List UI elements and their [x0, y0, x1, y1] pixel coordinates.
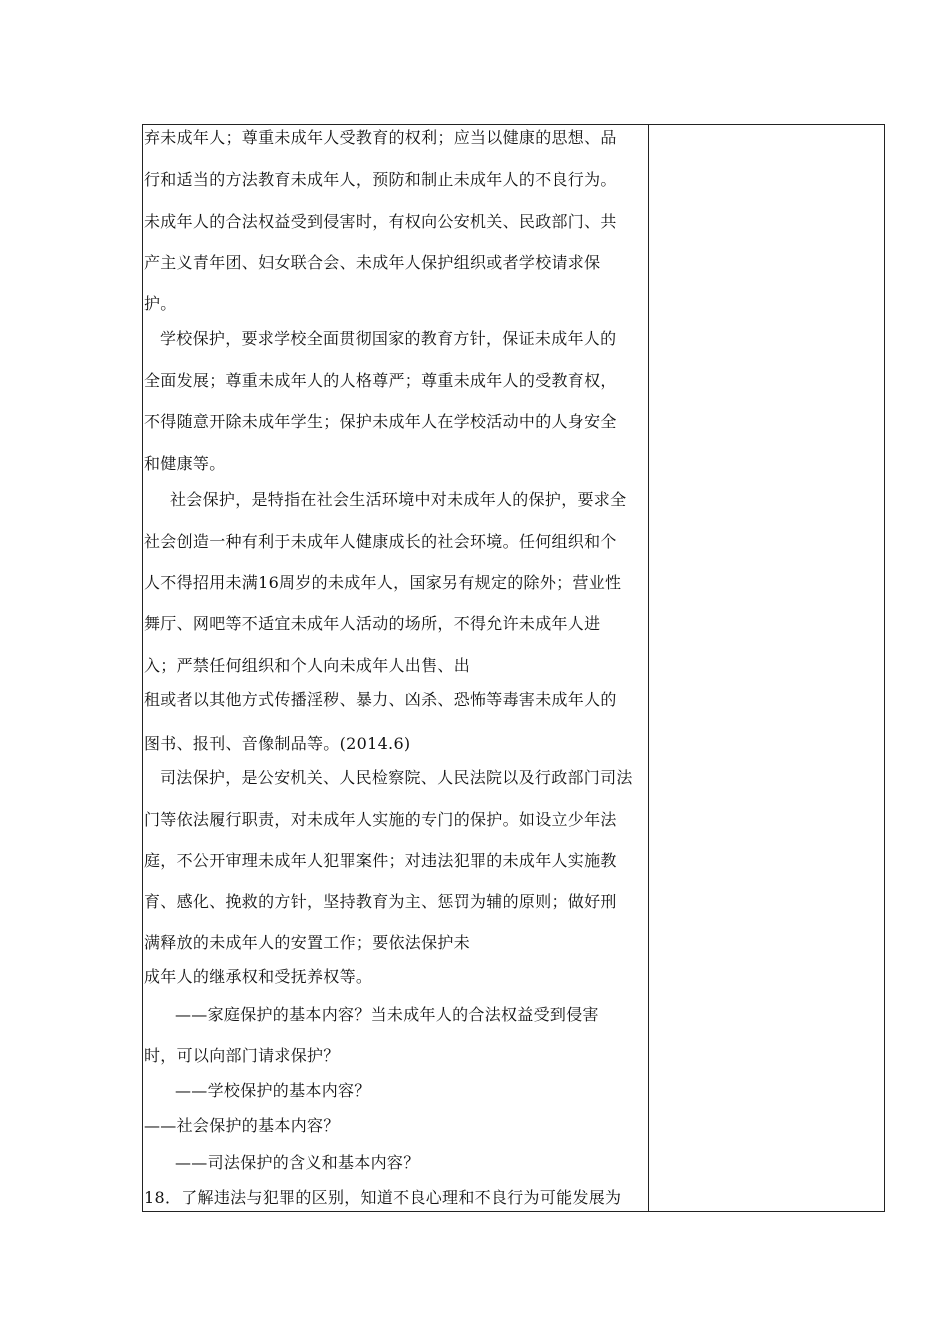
question-line: ——司法保护的含义和基本内容？ — [175, 1153, 420, 1172]
text-line: 全面发展；尊重未成年人的人格尊严；尊重未成年人的受教育权， — [144, 371, 617, 390]
question-line: ——学校保护的基本内容？ — [175, 1081, 371, 1100]
column-divider — [648, 125, 649, 1211]
text-line: 舞厅、网吧等不适宜未成年人活动的场所，不得允许未成年人进 — [144, 614, 601, 633]
text-line: 社会创造一种有利于未成年人健康成长的社会环境。任何组织和个 — [144, 532, 617, 551]
text-line: 弃未成年人；尊重未成年人受教育的权利；应当以健康的思想、品 — [144, 128, 617, 147]
text-line: 成年人的继承权和受抚养权等。 — [144, 967, 373, 986]
text-line: 产主义青年团、妇女联合会、未成年人保护组织或者学校请求保 — [144, 253, 601, 272]
text-line: 未成年人的合法权益受到侵害时，有权向公安机关、民政部门、共 — [144, 212, 617, 231]
question-line: ——社会保护的基本内容？ — [144, 1116, 340, 1135]
text-line: 人不得招用未满16周岁的未成年人，国家另有规定的除外；营业性 — [144, 573, 622, 592]
text-line: 护。 — [144, 294, 177, 313]
text-line: 租或者以其他方式传播淫秽、暴力、凶杀、恐怖等毒害未成年人的 — [144, 690, 617, 709]
text-line: 社会保护，是特指在社会生活环境中对未成年人的保护，要求全 — [170, 490, 627, 509]
question-line: 时，可以向部门请求保护？ — [144, 1046, 340, 1065]
text-line: 入；严禁任何组织和个人向未成年人出售、出 — [144, 656, 471, 675]
question-line: ——家庭保护的基本内容？当未成年人的合法权益受到侵害 — [175, 1005, 599, 1024]
text-line: 行和适当的方法教育未成年人，预防和制止未成年人的不良行为。 — [144, 170, 617, 189]
text-line: 学校保护，要求学校全面贯彻国家的教育方针，保证未成年人的 — [160, 329, 617, 348]
text-line: 育、感化、挽救的方针，坚持教育为主、惩罚为辅的原则；做好刑 — [144, 892, 617, 911]
text-line: 图书、报刊、音像制品等。(2014.6) — [144, 734, 411, 753]
text-line: 庭，不公开审理未成年人犯罪案件；对违法犯罪的未成年人实施教 — [144, 851, 617, 870]
text-line: 和健康等。 — [144, 454, 226, 473]
text-line: 18．了解违法与犯罪的区别，知道不良心理和不良行为可能发展为 — [144, 1188, 622, 1207]
text-line: 门等依法履行职责，对未成年人实施的专门的保护。如设立少年法 — [144, 810, 617, 829]
text-line: 不得随意开除未成年学生；保护未成年人在学校活动中的人身安全 — [144, 412, 617, 431]
text-line: 司法保护，是公安机关、人民检察院、人民法院以及行政部门司法 — [160, 768, 633, 787]
text-line: 满释放的未成年人的安置工作；要依法保护未 — [144, 933, 471, 952]
